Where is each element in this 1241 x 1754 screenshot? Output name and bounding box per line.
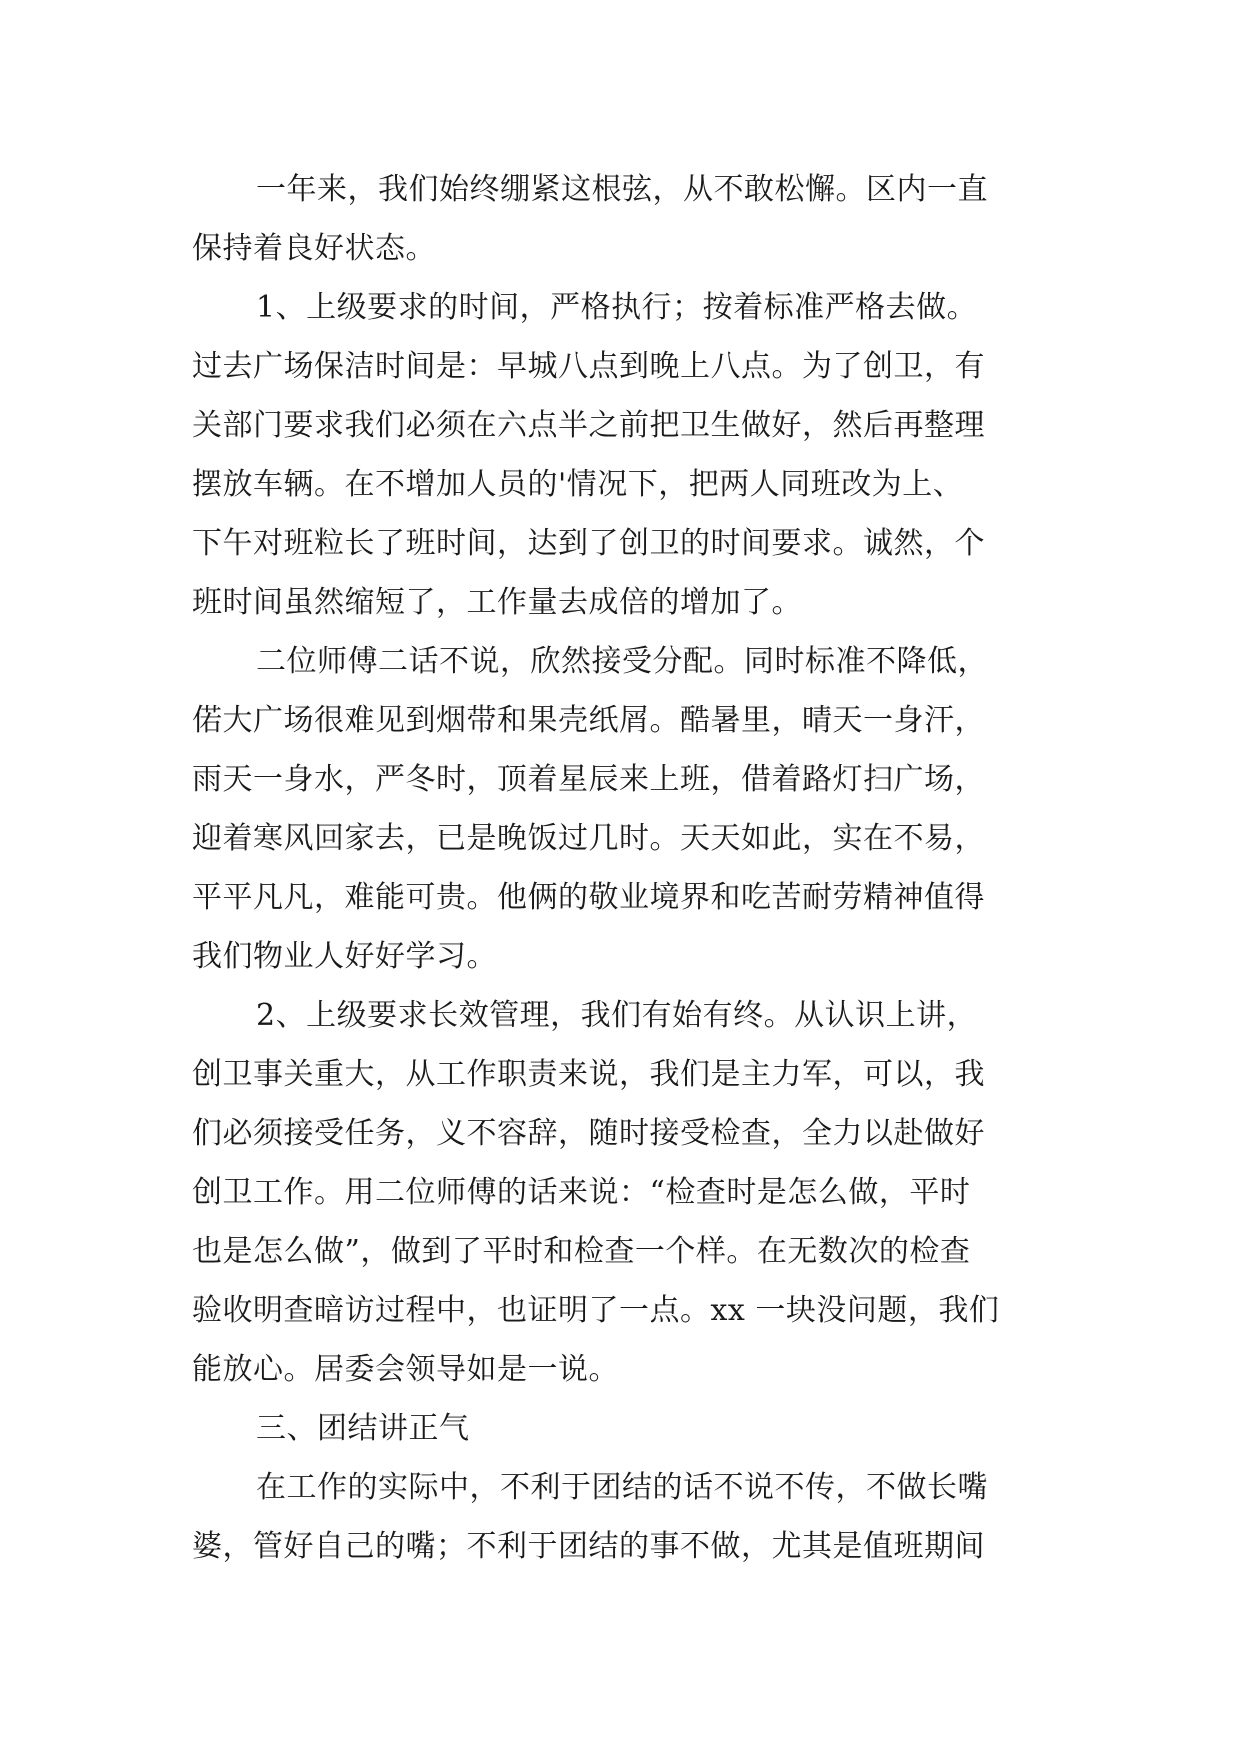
- text-line: 平平凡凡，难能可贵。他俩的敬业境界和吃苦耐劳精神值得: [192, 880, 985, 915]
- text-line: 婆，管好自己的嘴；不利于团结的事不做，尤其是值班期间: [192, 1529, 985, 1564]
- text-line: 过去广场保洁时间是：早城八点到晚上八点。为了创卫，有: [192, 349, 985, 384]
- text-line: 们必须接受任务，义不容辞，随时接受检查，全力以赴做好: [192, 1116, 985, 1151]
- text-line: 关部门要求我们必须在六点半之前把卫生做好，然后再整理: [192, 408, 985, 443]
- text-line: 能放心。居委会领导如是一说。: [192, 1352, 619, 1387]
- text-line: 雨天一身水，严冬时，顶着星辰来上班，借着路灯扫广场，: [192, 762, 985, 797]
- text-line: 在工作的实际中，不利于团结的话不说不传，不做长嘴: [256, 1470, 988, 1505]
- text-line: 我们物业人好好学习。: [192, 939, 497, 974]
- text-line: 二位师傅二话不说，欣然接受分配。同时标准不降低，: [256, 644, 988, 679]
- text-line: 创卫事关重大，从工作职责来说，我们是主力军，可以，我: [192, 1057, 985, 1092]
- text-line: 班时间虽然缩短了，工作量去成倍的增加了。: [192, 585, 802, 620]
- section-heading: 三、团结讲正气: [256, 1411, 470, 1446]
- text-line: 验收明查暗访过程中，也证明了一点。xx 一块没问题，我们: [192, 1293, 1000, 1328]
- text-line: 也是怎么做”，做到了平时和检查一个样。在无数次的检查: [192, 1234, 971, 1269]
- text-line: 创卫工作。用二位师傅的话来说：“检查时是怎么做，平时: [192, 1175, 971, 1210]
- text-line: 摆放车辆。在不增加人员的'情况下，把两人同班改为上、: [192, 467, 964, 502]
- text-line: 迎着寒风回家去，已是晚饭过几时。天天如此，实在不易，: [192, 821, 985, 856]
- text-line: 偌大广场很难见到烟带和果壳纸屑。酷暑里，晴天一身汗，: [192, 703, 985, 738]
- text-line: 保持着良好状态。: [192, 231, 436, 266]
- text-line: 下午对班粒长了班时间，达到了创卫的时间要求。诚然，个: [192, 526, 985, 561]
- text-line: 2、上级要求长效管理，我们有始有终。从认识上讲，: [256, 998, 978, 1033]
- document-body: [192, 160, 1072, 1576]
- text-line: 1、上级要求的时间，严格执行；按着标准严格去做。: [256, 290, 978, 325]
- text-line: 一年来，我们始终绷紧这根弦，从不敢松懈。区内一直: [256, 172, 988, 207]
